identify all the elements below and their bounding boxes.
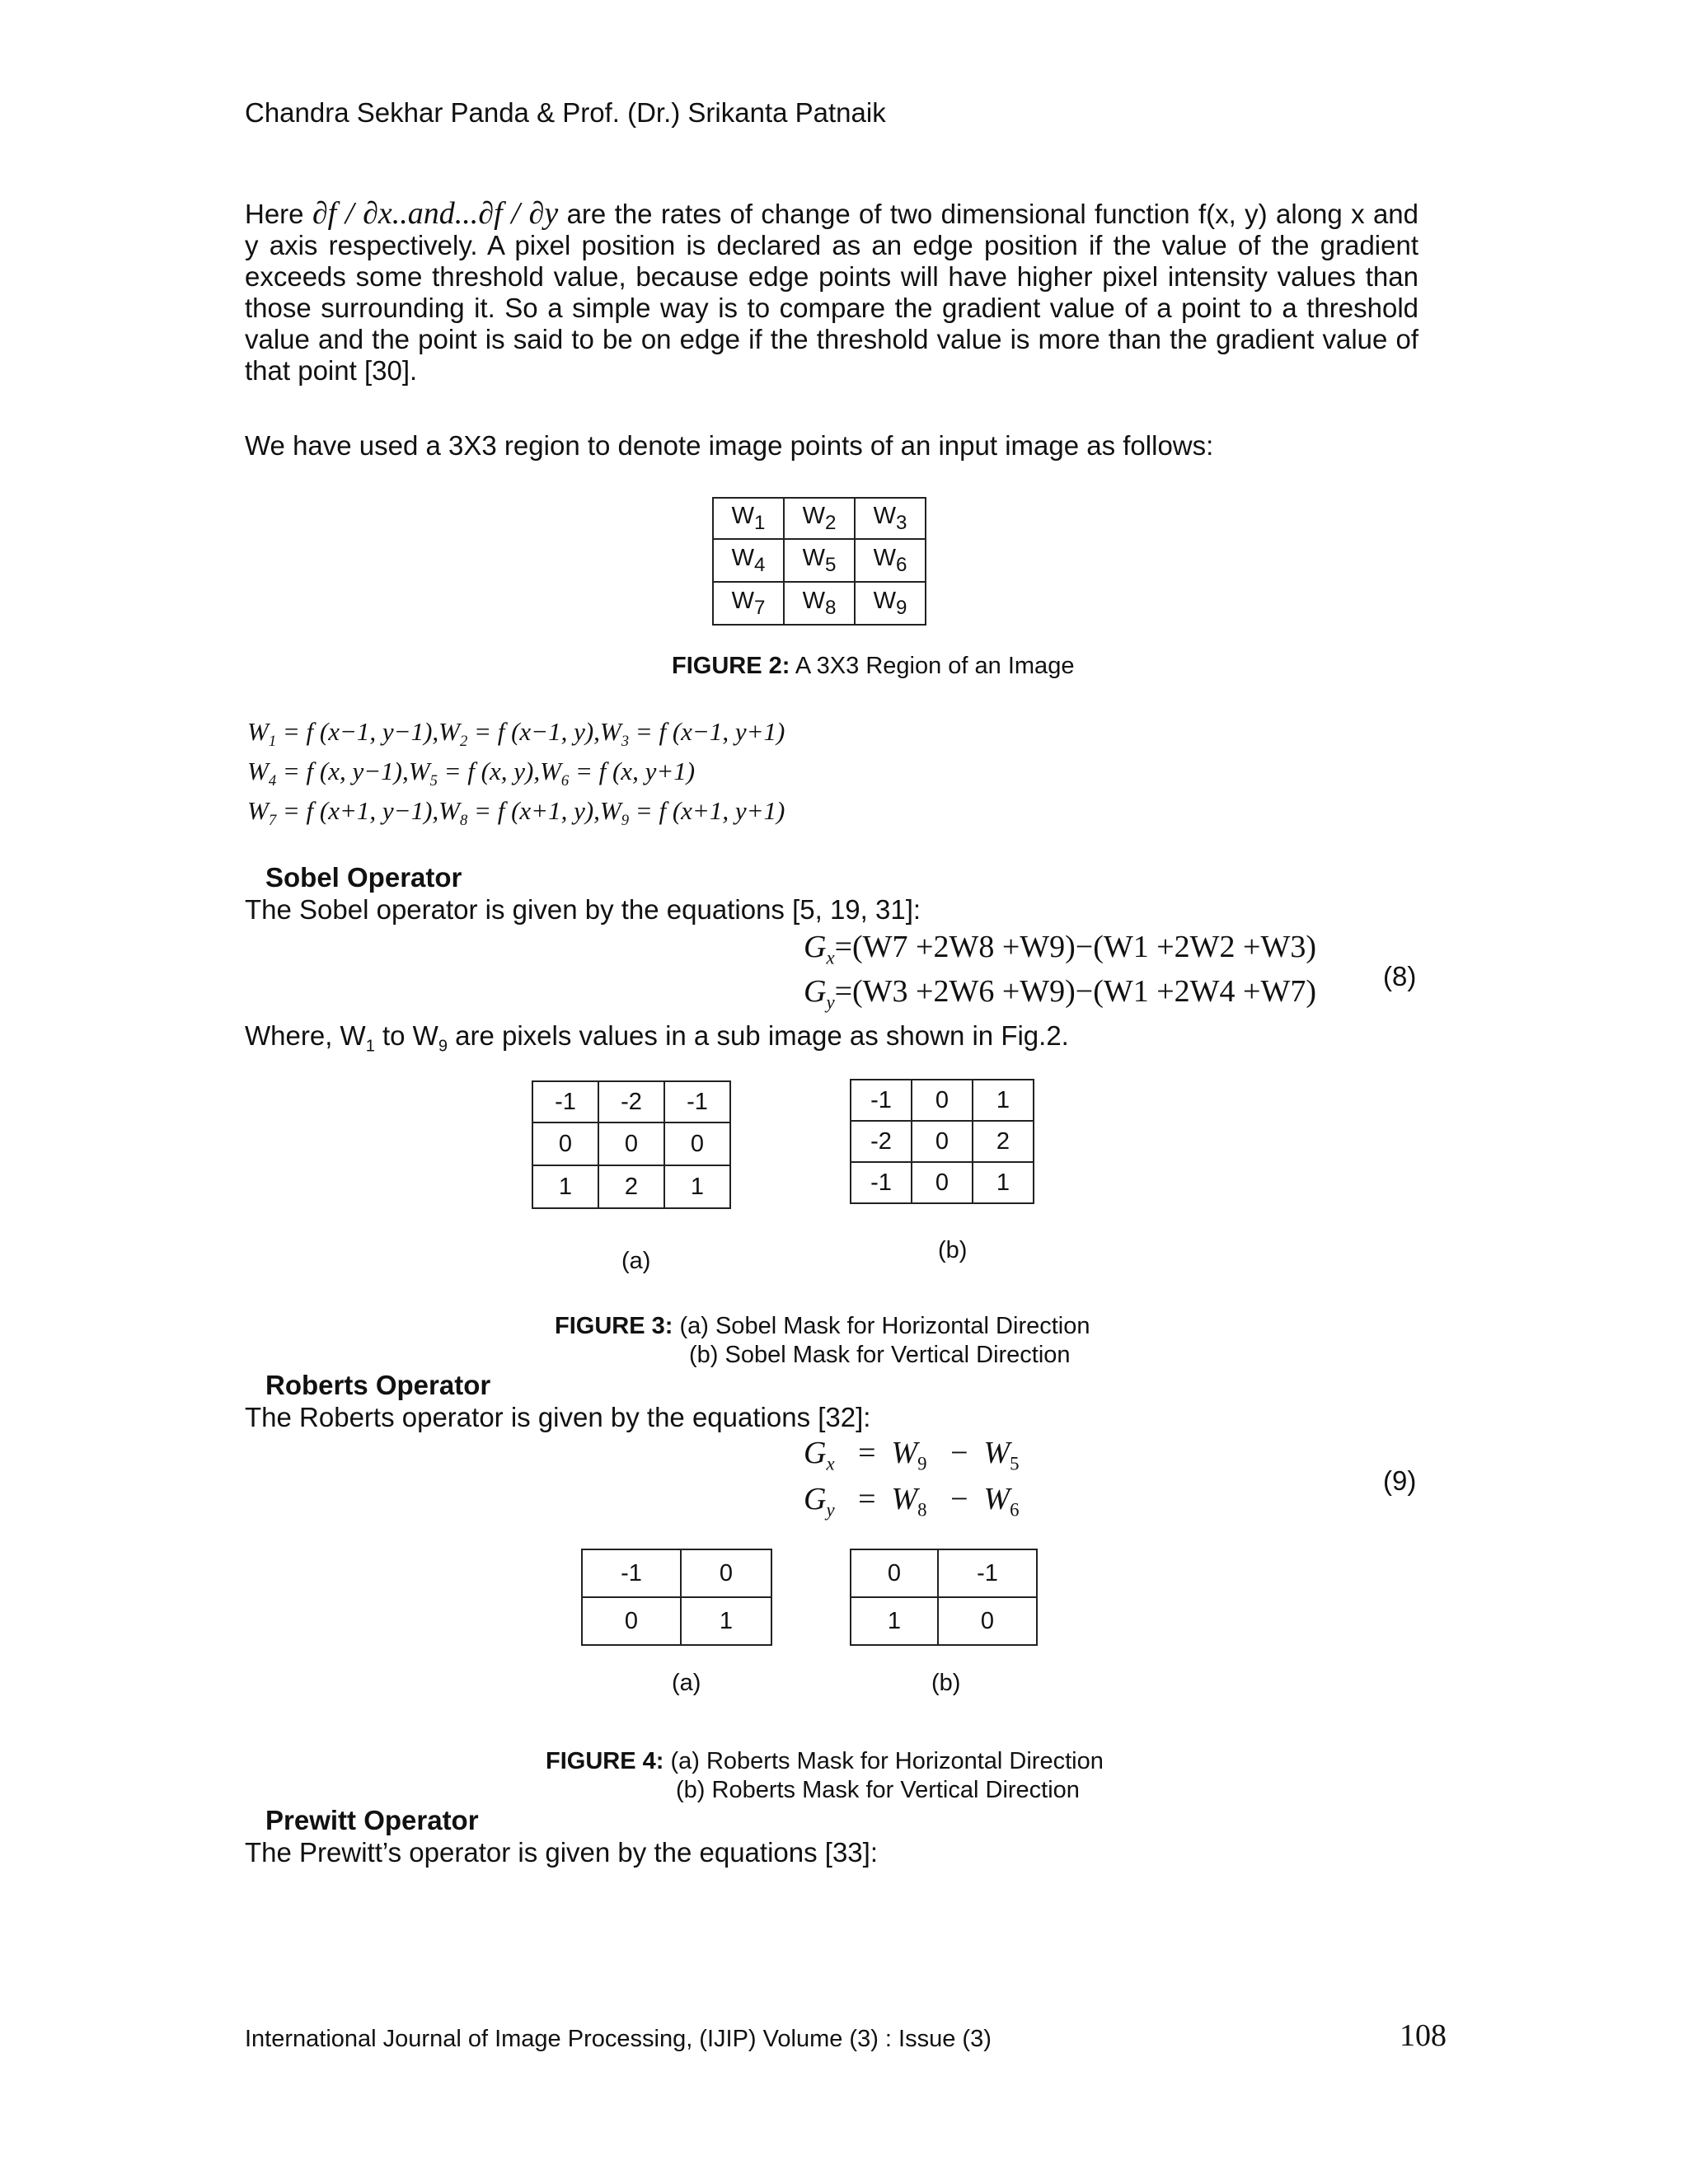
region-cell: $W_8$ — [784, 582, 855, 625]
figure3-caption-label: FIGURE 3: — [555, 1313, 673, 1339]
roberts-gx-equation: $G_x$ = $W_9$ − $W_5$ — [804, 1436, 1020, 1474]
sobel-gy-equation: $G_y=(W3 +2W6 +W9)-(W1 +2W4 +W7)$ — [804, 974, 1316, 1013]
figure2-caption — [672, 653, 1074, 680]
roberts-label-a: (a) — [672, 1670, 701, 1696]
intro-body: y axis respectively. A pixel position is declared as an edge position if the value of the gradient exceeds some threshold value, because edge points will have higher pixel intensity values than those surrounding it. So a simple way is to compare the gradient value of a point to a threshold value and the point is said to be on edge if the threshold value is more than the gradient value of that point [30]. — [245, 230, 1418, 386]
running-header: Chandra Sekhar Panda & Prof. (Dr.) Srikanta Patnaik — [245, 97, 886, 128]
mask-cell: 0 — [912, 1080, 973, 1121]
mask-cell: -1 — [664, 1081, 730, 1122]
w-definition-line: $W_1 = f$ (x−1, $y-1),W_2 = f$ (x−1, $y),W_3 = f$ (x−1, y+1) — [247, 717, 785, 751]
sobel-mask-a — [532, 1080, 731, 1209]
figure3-caption-line1: (a) Sobel Mask for Horizontal Direction — [679, 1313, 1090, 1339]
region-cell: $W_6$ — [855, 539, 926, 582]
sobel-heading: Sobel Operator — [265, 862, 462, 893]
region-cell: $W_4$ — [713, 539, 784, 582]
mask-cell: 1 — [664, 1165, 730, 1208]
mask-cell: 0 — [851, 1549, 938, 1597]
w-definition-line: $W_7 = f$ (x+1, $y-1),W_8 = f$ (x+1, $y),W_9 = f$ (x+1, y+1) — [247, 796, 785, 830]
roberts-mask-a — [581, 1549, 772, 1646]
mask-cell: -1 — [851, 1080, 912, 1121]
region-intro: We have used a 3X3 region to denote image points of an input image as follows: — [245, 430, 1214, 461]
sobel-label-a: (a) — [621, 1248, 651, 1274]
journal-footer: International Journal of Image Processing, (IJIP) Volume (3) : Issue (3) — [245, 2026, 992, 2052]
mask-cell: 0 — [532, 1122, 598, 1165]
mask-cell: -1 — [582, 1549, 681, 1597]
sobel-gx-equation: $G_x=(W7 +2W8 +W9)-(W1 +2W2 +W3)$ — [804, 930, 1316, 968]
mask-cell: -1 — [532, 1081, 598, 1122]
roberts-heading: Roberts Operator — [265, 1370, 491, 1400]
mask-cell: 1 — [851, 1597, 938, 1645]
mask-cell: 0 — [912, 1121, 973, 1162]
figure4-caption — [546, 1748, 1104, 1775]
region-cell: $W_2$ — [784, 498, 855, 539]
sobel-label-b: (b) — [938, 1237, 968, 1263]
mask-cell: 0 — [912, 1162, 973, 1203]
w-definition-line: $W_4 = f$ (x, $y-1),W_5 = f$ (x, $y),W_6 = f$ (x, y+1) — [247, 757, 696, 790]
region-cell: $W_3$ — [855, 498, 926, 539]
mask-cell: 0 — [681, 1549, 771, 1597]
page-number: 108 — [1400, 2018, 1447, 2053]
figure3-caption — [555, 1313, 1090, 1340]
region-cell: $W_5$ — [784, 539, 855, 582]
intro-first-line-rest: are the rates of change of two dimensional function f(x, y) along x and — [566, 199, 1419, 229]
mask-cell: 1 — [973, 1162, 1034, 1203]
mask-cell: 0 — [938, 1597, 1037, 1645]
figure4-caption-line1: (a) Roberts Mask for Horizontal Direction — [670, 1748, 1104, 1774]
figure2-region-table — [712, 497, 926, 626]
mask-cell: -1 — [851, 1162, 912, 1203]
region-cell: $W_1$ — [713, 498, 784, 539]
mask-cell: 2 — [598, 1165, 664, 1208]
figure2-caption-text: A 3X3 Region of an Image — [795, 653, 1075, 679]
mask-cell: 2 — [973, 1121, 1034, 1162]
figure2-caption-label: FIGURE 2: — [672, 653, 790, 679]
region-cell: $W_9$ — [855, 582, 926, 625]
sobel-where: Where, $W_1$ to $W_9$ are pixels values in a sub image as shown in Fig.2. — [245, 1020, 1069, 1056]
intro-paragraph — [245, 198, 1418, 387]
intro-lead: Here — [245, 199, 304, 229]
sobel-intro: The Sobel operator is given by the equations [5, 19, 31]: — [245, 894, 921, 925]
mask-cell: 0 — [598, 1122, 664, 1165]
partial-derivatives-math: ∂f / ∂x..and...∂f / ∂y — [312, 196, 559, 231]
figure4-caption-label: FIGURE 4: — [546, 1748, 664, 1774]
mask-cell: -2 — [598, 1081, 664, 1122]
mask-cell: 0 — [664, 1122, 730, 1165]
prewitt-heading: Prewitt Operator — [265, 1805, 479, 1835]
mask-cell: -2 — [851, 1121, 912, 1162]
prewitt-intro: The Prewitt’s operator is given by the equations [33]: — [245, 1837, 878, 1868]
roberts-intro: The Roberts operator is given by the equations [32]: — [245, 1402, 871, 1432]
equation-number-9: (9) — [1383, 1465, 1417, 1496]
figure3-caption-line2: (b) Sobel Mask for Vertical Direction — [689, 1342, 1071, 1368]
mask-cell: 1 — [681, 1597, 771, 1645]
mask-cell: 1 — [973, 1080, 1034, 1121]
roberts-gy-equation: $G_y$ = $W_8$ − $W_6$ — [804, 1482, 1020, 1521]
equation-number-8: (8) — [1383, 961, 1417, 991]
sobel-mask-b — [850, 1079, 1034, 1204]
mask-cell: -1 — [938, 1549, 1037, 1597]
roberts-label-b: (b) — [931, 1670, 961, 1696]
region-cell: $W_7$ — [713, 582, 784, 625]
figure4-caption-line2: (b) Roberts Mask for Vertical Direction — [676, 1777, 1080, 1803]
mask-cell: 0 — [582, 1597, 681, 1645]
roberts-mask-b — [850, 1549, 1038, 1646]
mask-cell: 1 — [532, 1165, 598, 1208]
